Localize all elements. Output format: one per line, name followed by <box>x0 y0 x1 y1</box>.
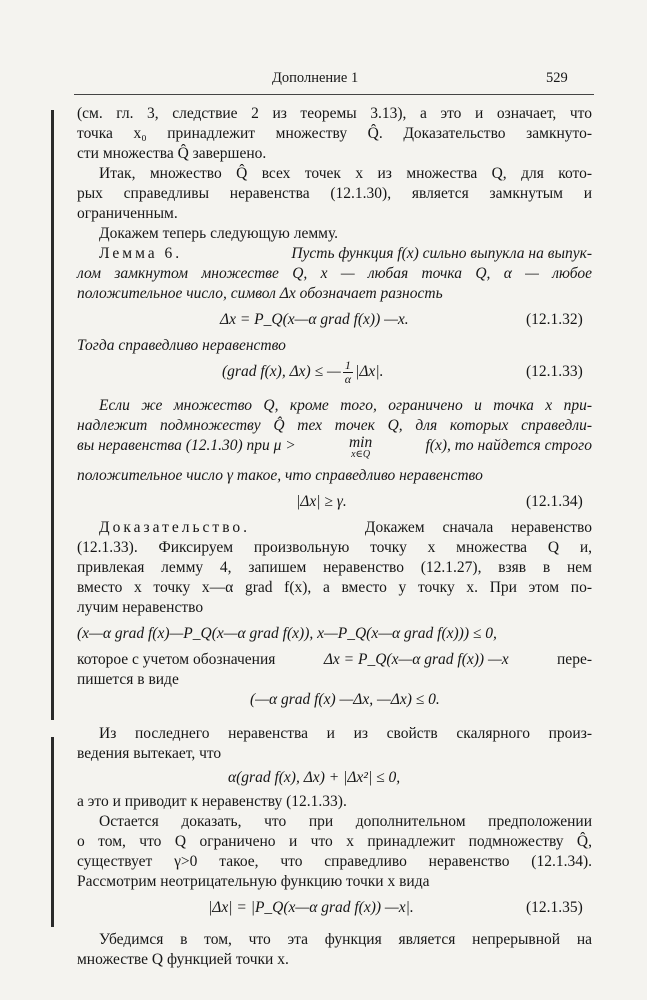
equation-number: (12.1.32) <box>526 311 583 328</box>
text-part: вы неравенства (12.1.30) при μ > <box>77 437 296 454</box>
fraction <box>343 359 353 386</box>
text-line: привлекая лемму 4, запишем неравенство (12.1.27), взяв в нем <box>77 559 592 576</box>
text-line: Рассмотрим неотрицательную функцию точки x вида <box>77 873 430 890</box>
margin-line <box>51 110 54 720</box>
text-line: о том, что Q ограничено и что x принадлежит подмножеству Q̂, <box>77 833 592 850</box>
text-line: Итак, множество Q̂ всех точек x из множества Q, для кото- <box>99 165 592 182</box>
formula-part: |Δx|. <box>355 363 384 380</box>
text-part: которое с учетом обозначения <box>77 651 276 668</box>
text-line: точка x₀ принадлежит множеству Q̂. Доказательство замкнуто- <box>77 125 592 142</box>
formula-long: (x—α grad f(x)—P_Q(x—α grad f(x)), x—P_Q(x—α grad f(x))) ≤ 0, <box>77 625 497 642</box>
text-line: Докажем теперь следующую лемму. <box>99 225 339 242</box>
text-line: вместо x точку x—α grad f(x), а вместо y точку x. При этом по- <box>77 579 592 596</box>
lemma-text: Пусть функция f(x) сильно выпукла на выпук- <box>291 245 592 262</box>
text-line: Тогда справедливо неравенство <box>77 337 286 354</box>
text-line: множестве Q функцией точки x. <box>77 951 289 968</box>
fraction-denominator: α <box>344 371 352 386</box>
proof-label: Доказательство. <box>99 519 251 536</box>
text-line: существует γ>0 такое, что справедливо неравенство (12.1.34). <box>77 853 592 870</box>
text-line: лом замкнутом множестве Q, x — любая точка Q, α — любое <box>77 265 592 282</box>
text-line: ведения вытекает, что <box>77 745 222 762</box>
page-header <box>0 68 647 90</box>
min-operator <box>349 436 372 460</box>
proof-line <box>77 518 592 538</box>
text-part: f(x), то найдется строго <box>425 437 592 454</box>
text-line: пишется в виде <box>77 671 179 688</box>
text-line: Из последнего неравенства и из свойств скалярного произ- <box>99 725 592 742</box>
margin-line <box>51 737 54 927</box>
text-line: положительное число, символ Δx обозначает разность <box>77 285 443 302</box>
text-line: рых справедливы неравенства (12.1.30), является замкнутым и <box>77 185 592 202</box>
formula-12-1-34: |Δx| ≥ γ. <box>296 493 347 510</box>
equation-number: (12.1.35) <box>526 899 583 916</box>
text-line: Остается доказать, что при дополнительном предположении <box>99 813 592 830</box>
text-line <box>77 650 592 670</box>
formula-12-1-35: |Δx| = |P_Q(x—α grad f(x)) —x|. <box>208 899 414 916</box>
lemma-label: Лемма 6. <box>99 245 183 262</box>
formula-alpha: α(grad f(x), Δx) + |Δx²| ≤ 0, <box>228 769 401 786</box>
fraction-numerator: 1 <box>343 359 353 373</box>
header-rule <box>74 94 594 95</box>
text-part: пере- <box>557 651 592 668</box>
min-text: min <box>348 434 373 451</box>
text-line: а это и приводит к неравенству (12.1.33). <box>77 793 347 810</box>
text-line: Убедимся в том, что эта функция является непрерывной на <box>99 931 592 948</box>
formula-part: (grad f(x), Δx) ≤ — <box>222 363 341 380</box>
min-subscript: x∈Q <box>351 449 371 460</box>
text-line: Если же множество Q, кроме того, ограничено и точка x при- <box>99 397 592 414</box>
text-line: надлежит подмножеству Q̂ тех точек Q, для которых справедли- <box>77 417 592 434</box>
text-line: ограниченным. <box>77 205 178 222</box>
formula-12-1-32: Δx = P_Q(x—α grad f(x)) —x. <box>220 311 409 328</box>
text-line: сти множества Q̂ завершено. <box>77 145 267 162</box>
formula-neg: (—α grad f(x) —Δx, —Δx) ≤ 0. <box>250 691 440 708</box>
text-part: Докажем сначала неравенство <box>364 519 592 536</box>
page-number: 529 <box>546 70 568 86</box>
running-head: Дополнение 1 <box>272 70 359 86</box>
text-line <box>77 436 592 460</box>
text-line: (см. гл. 3, следствие 2 из теоремы 3.13), а это и означает, что <box>77 105 592 122</box>
formula-12-1-33 <box>222 356 383 388</box>
text-line: положительное число γ такое, что справедливо неравенство <box>77 467 483 484</box>
lemma-line <box>77 244 592 264</box>
text-line: лучим неравенство <box>77 599 204 616</box>
text-line: (12.1.33). Фиксируем произвольную точку x множества Q и, <box>77 539 592 556</box>
equation-number: (12.1.33) <box>526 363 583 380</box>
equation-number: (12.1.34) <box>526 493 583 510</box>
inline-formula: Δx = P_Q(x—α grad f(x)) —x <box>323 651 509 668</box>
